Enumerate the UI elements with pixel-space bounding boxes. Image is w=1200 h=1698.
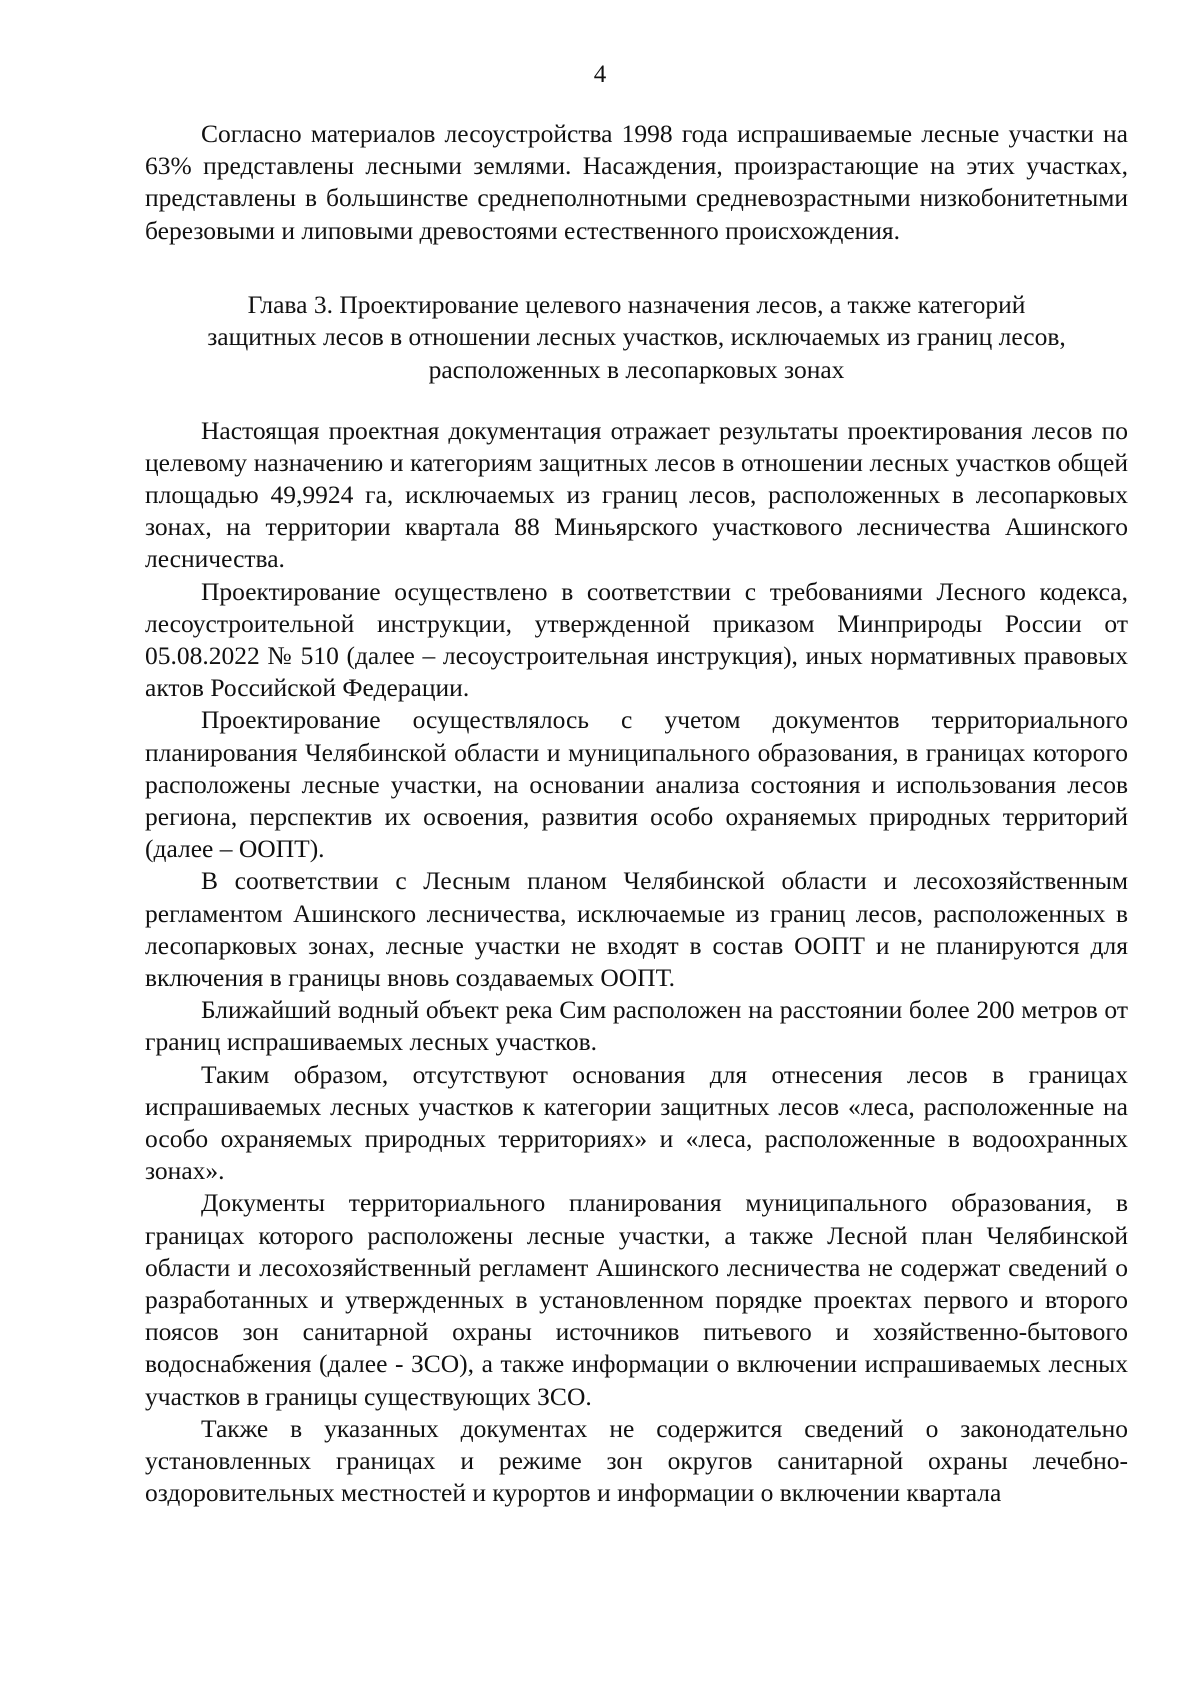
paragraph-conclusion: Таким образом, отсутствуют основания для отнесения лесов в границах испрашиваемых лесных участков к категории защитных лесов «леса, расположенные на особо охраняемых природных территориях» и «леса, расположенные в водоохранных зонах». xyxy=(145,1059,1128,1186)
paragraph-compliance: Проектирование осуществлено в соответствии с требованиями Лесного кодекса, лесоустроительной инструкции, утвержденной приказом Минприроды России от 05.08.2022 № 510 (далее – лесоустроительная инструкция), иных нормативных правовых актов Российской Федерации. xyxy=(145,576,1128,703)
chapter-heading-line: защитных лесов в отношении лесных участков, исключаемых из границ лесов, xyxy=(207,322,1066,352)
chapter-heading xyxy=(145,289,1128,387)
paragraph-forest-plan: В соответствии с Лесным планом Челябинской области и лесохозяйственным регламентом Ашинского лесничества, исключаемые из границ лесов, расположенных в лесопарковых зонах, лесные участки не входят в состав ООПТ и не планируются для включения в границы вновь создаваемых ООПТ. xyxy=(145,866,1128,993)
paragraph-forest-survey: Согласно материалов лесоустройства 1998 года испрашиваемые лесные участки на 63% представлены лесными землями. Насаждения, произрастающие на этих участках, представлены в большинстве среднеполнотными средневозрастными низкобонитетными березовыми и липовыми древостоями естественного происхождения. xyxy=(145,119,1128,245)
document-body xyxy=(145,118,1128,1510)
page-number: 4 xyxy=(593,61,607,88)
chapter-heading-line: Глава 3. Проектирование целевого назначения лесов, а также категорий xyxy=(247,289,1026,319)
chapter-heading-line: расположенных в лесопарковых зонах xyxy=(428,355,845,384)
paragraph-sanitary-zones: Документы территориального планирования муниципального образования, в границах которого расположены лесные участки, а также Лесной план Челябинской области и лесохозяйственный регламент Ашинского лесничества не содержат сведений о разработанных и утвержденных в установленном порядке проектах первого и второго поясов зон санитарной охраны источников питьевого и хозяйственно-бытового водоснабжения (далее - ЗСО), а также информации о включении испрашиваемых лесных участков в границы существующих ЗСО. xyxy=(145,1188,1128,1411)
paragraph-resort-zones: Также в указанных документах не содержится сведений о законодательно установленных границах и режиме зон округов санитарной охраны лечебно-оздоровительных местностей и курортов и информации о включении квартала xyxy=(145,1413,1128,1508)
paragraph-design-documentation: Настоящая проектная документация отражает результаты проектирования лесов по целевому назначению и категориям защитных лесов в отношении лесных участков общей площадью 49,9924 га, исключаемых из границ лесов, расположенных в лесопарковых зонах, на территории квартала 88 Миньярского участкового лесничества Ашинского лесничества. xyxy=(145,415,1128,574)
paragraph-water-object: Ближайший водный объект река Сим расположен на расстоянии более 200 метров от границ испрашиваемых лесных участков. xyxy=(145,995,1128,1057)
paragraph-territorial-planning: Проектирование осуществлялось с учетом документов территориального планирования Челябинской области и муниципального образования, в границах которого расположены лесные участки, на основании анализа состояния и использования лесов региона, перспектив их освоения, развития особо охраняемых природных территорий (далее – ООПТ). xyxy=(145,705,1128,864)
